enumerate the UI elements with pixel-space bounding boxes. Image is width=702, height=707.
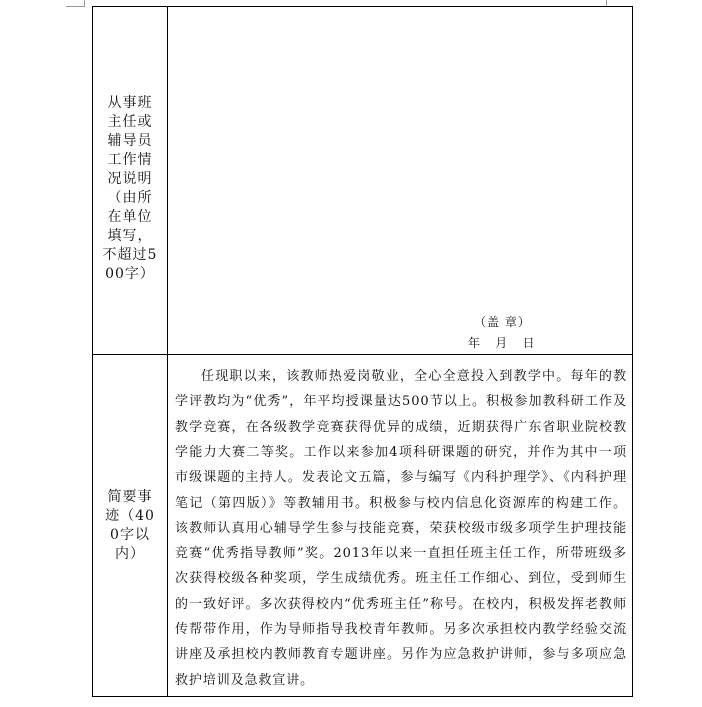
work-description-label: 从事班主任或辅导员工作情况说明（由所在单位填写，不超过500字） <box>102 94 158 282</box>
seal-text: （盖 章） <box>474 315 531 329</box>
work-description-content-cell[interactable] <box>168 7 633 355</box>
date-text: 年 月 日 <box>468 336 535 350</box>
work-description-label-cell <box>93 7 168 355</box>
summary-content-cell[interactable] <box>168 355 633 697</box>
summary-label: 简要事迹（400字以内） <box>105 488 155 562</box>
summary-row <box>93 355 633 697</box>
work-description-row <box>93 7 633 355</box>
page-corner-mark-left <box>66 0 85 7</box>
summary-label-cell <box>93 355 168 697</box>
summary-text[interactable]: 任现职以来，该教师热爱岗敬业，全心全意投入到教学中。每年的教学评教均为“优秀”，年平均授课量达500节以上。积极参加教科研工作及教学竞赛，在各级教学竞赛获得优异的成绩，近期获得广东省职业院校教学能力大赛二等奖。工作以来参加4项科研课题的研究，并作为其中一项市级课题的主持人。发表论文五篇，参与编写《内科护理学》、《内科护理笔记（第四版）》等教辅用书。积极参与校内信息化资源库的构建工作。该教师认真用心辅导学生参与技能竞赛，荣获校级市级多项学生护理技能竞赛“优秀指导教师”奖。2013年以来一直担任班主任工作，所带班级多次获得校级各种奖项，学生成绩优秀。班主任工作细心、到位，受到师生的一致好评。多次获得校内“优秀班主任”称号。在校内，积极发挥老教师传帮带作用，作为导师指导我校青年教师。另多次承担校内教学经验交流讲座及承担校内教师教育专题讲座。另作为应急救护讲师，参与多项应急救护培训及急救宣讲。 <box>175 369 627 688</box>
application-form-table <box>92 6 633 697</box>
